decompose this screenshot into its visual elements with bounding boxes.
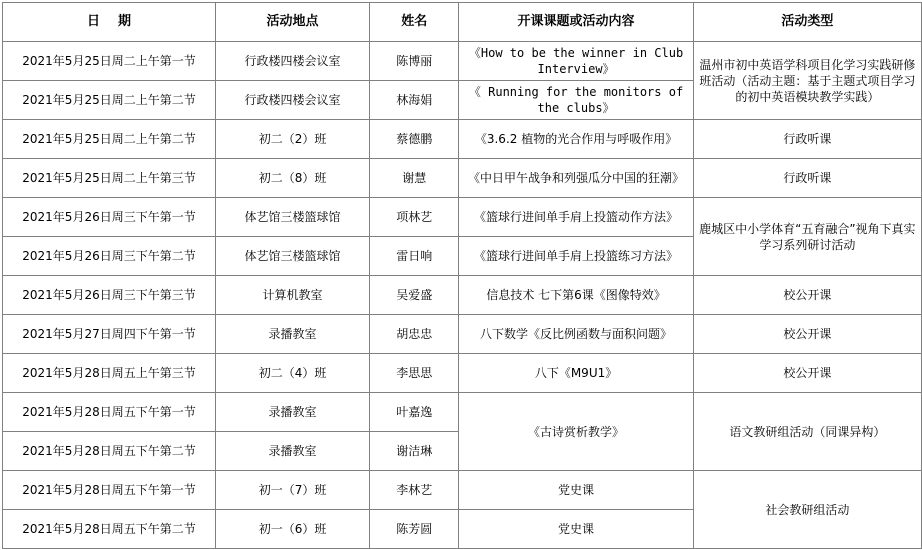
location-cell[interactable]: 行政楼四楼会议室 — [215, 81, 369, 120]
type-cell[interactable]: 语文教研组活动（同课异构） — [693, 393, 921, 471]
date-cell[interactable]: 2021年5月27日周四下午第一节 — [3, 315, 216, 354]
date-cell[interactable]: 2021年5月25日周二上午第三节 — [3, 159, 216, 198]
date-cell[interactable]: 2021年5月28日周五下午第一节 — [3, 471, 216, 510]
topic-cell[interactable]: 《篮球行进间单手肩上投篮动作方法》 — [459, 198, 693, 237]
date-cell[interactable]: 2021年5月28日周五上午第三节 — [3, 354, 216, 393]
date-cell[interactable]: 2021年5月25日周二上午第二节 — [3, 120, 216, 159]
header-location: 活动地点 — [215, 3, 369, 42]
name-cell[interactable]: 雷日响 — [370, 237, 459, 276]
table-row — [3, 159, 922, 198]
name-cell[interactable]: 陈芳圆 — [370, 510, 459, 549]
location-cell[interactable]: 录播教室 — [215, 315, 369, 354]
location-cell[interactable]: 录播教室 — [215, 432, 369, 471]
table-row — [3, 276, 922, 315]
topic-cell[interactable]: 八下《M9U1》 — [459, 354, 693, 393]
name-cell[interactable]: 谢洁琳 — [370, 432, 459, 471]
name-cell[interactable]: 李思思 — [370, 354, 459, 393]
name-cell[interactable]: 项林艺 — [370, 198, 459, 237]
location-cell[interactable]: 计算机教室 — [215, 276, 369, 315]
header-topic: 开课课题或活动内容 — [459, 3, 693, 42]
topic-cell[interactable]: 八下数学《反比例函数与面积问题》 — [459, 315, 693, 354]
date-cell[interactable]: 2021年5月25日周二上午第一节 — [3, 42, 216, 81]
location-cell[interactable]: 行政楼四楼会议室 — [215, 42, 369, 81]
table-row — [3, 393, 922, 432]
name-cell[interactable]: 蔡德鹏 — [370, 120, 459, 159]
topic-cell[interactable]: 《How to be the winner in Club Interview》 — [459, 42, 693, 81]
name-cell[interactable]: 谢慧 — [370, 159, 459, 198]
header-type: 活动类型 — [693, 3, 921, 42]
date-cell[interactable]: 2021年5月28日周五下午第二节 — [3, 432, 216, 471]
location-cell[interactable]: 初一（6）班 — [215, 510, 369, 549]
table-row — [3, 120, 922, 159]
type-cell[interactable]: 行政听课 — [693, 120, 921, 159]
type-cell[interactable]: 校公开课 — [693, 315, 921, 354]
name-cell[interactable]: 林海娟 — [370, 81, 459, 120]
schedule-table — [2, 2, 922, 549]
name-cell[interactable]: 胡忠忠 — [370, 315, 459, 354]
location-cell[interactable]: 体艺馆三楼篮球馆 — [215, 198, 369, 237]
type-cell[interactable]: 社会教研组活动 — [693, 471, 921, 549]
date-cell[interactable]: 2021年5月28日周五下午第二节 — [3, 510, 216, 549]
date-cell[interactable]: 2021年5月25日周二上午第二节 — [3, 81, 216, 120]
topic-cell[interactable]: 党史课 — [459, 510, 693, 549]
name-cell[interactable]: 叶嘉逸 — [370, 393, 459, 432]
topic-cell[interactable]: 《篮球行进间单手肩上投篮练习方法》 — [459, 237, 693, 276]
type-cell[interactable]: 校公开课 — [693, 276, 921, 315]
name-cell[interactable]: 陈博丽 — [370, 42, 459, 81]
name-cell[interactable]: 吴爱盛 — [370, 276, 459, 315]
date-cell[interactable]: 2021年5月28日周五下午第一节 — [3, 393, 216, 432]
table-row — [3, 198, 922, 237]
header-date: 日 期 — [3, 3, 216, 42]
type-cell[interactable]: 鹿城区中小学体育“五育融合”视角下真实学习系列研讨活动 — [693, 198, 921, 276]
date-cell[interactable]: 2021年5月26日周三下午第二节 — [3, 237, 216, 276]
topic-cell[interactable]: 《 Running for the monitors of the clubs》 — [459, 81, 693, 120]
topic-cell[interactable]: 《古诗赏析教学》 — [459, 393, 693, 471]
date-cell[interactable]: 2021年5月26日周三下午第三节 — [3, 276, 216, 315]
header-row — [3, 3, 922, 42]
location-cell[interactable]: 初二（4）班 — [215, 354, 369, 393]
location-cell[interactable]: 初一（7）班 — [215, 471, 369, 510]
date-cell[interactable]: 2021年5月26日周三下午第一节 — [3, 198, 216, 237]
topic-cell[interactable]: 信息技术 七下第6课《图像特效》 — [459, 276, 693, 315]
type-cell[interactable]: 校公开课 — [693, 354, 921, 393]
location-cell[interactable]: 初二（8）班 — [215, 159, 369, 198]
location-cell[interactable]: 体艺馆三楼篮球馆 — [215, 237, 369, 276]
topic-cell[interactable]: 《中日甲午战争和列强瓜分中国的狂潮》 — [459, 159, 693, 198]
topic-cell[interactable]: 党史课 — [459, 471, 693, 510]
header-name: 姓名 — [370, 3, 459, 42]
location-cell[interactable]: 录播教室 — [215, 393, 369, 432]
name-cell[interactable]: 李林艺 — [370, 471, 459, 510]
table-row — [3, 471, 922, 510]
type-cell[interactable]: 行政听课 — [693, 159, 921, 198]
location-cell[interactable]: 初二（2）班 — [215, 120, 369, 159]
table-row — [3, 315, 922, 354]
topic-cell[interactable]: 《3.6.2 植物的光合作用与呼吸作用》 — [459, 120, 693, 159]
table-row — [3, 354, 922, 393]
table-row — [3, 42, 922, 81]
type-cell[interactable]: 温州市初中英语学科项目化学习实践研修班活动（活动主题：基于主题式项目学习的初中英语模块教学实践） — [693, 42, 921, 120]
